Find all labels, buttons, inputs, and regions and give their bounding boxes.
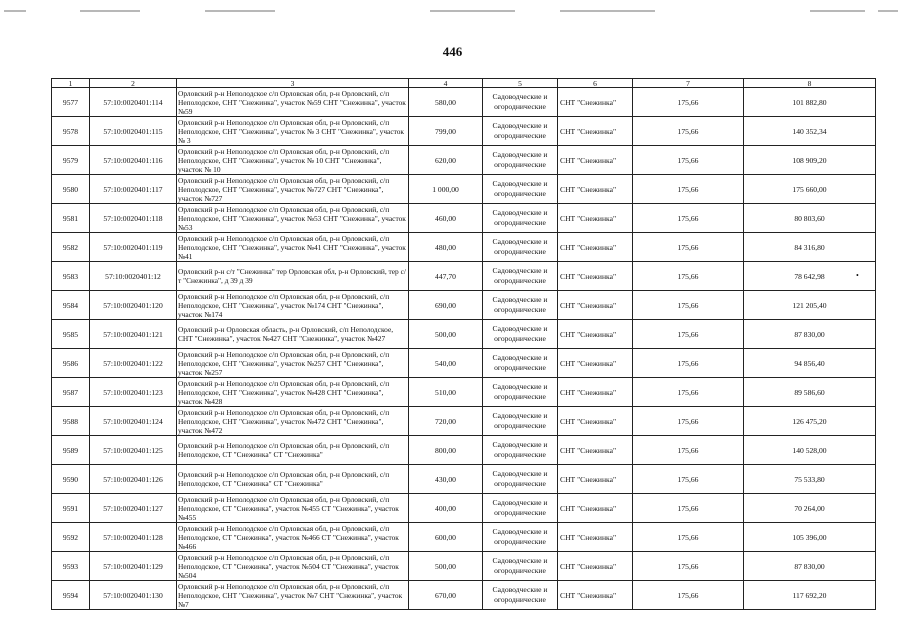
row-number: 9591 [52,494,90,523]
organization-cell: СНТ "Снежинка" [558,465,633,494]
header-row [52,79,876,88]
area-cell: 600,00 [409,523,483,552]
row-number: 9593 [52,552,90,581]
cadastral-number: 57:10:0020401:114 [90,88,177,117]
cadastral-number: 57:10:0020401:120 [90,291,177,320]
land-use-cell: Садоводческие и огороднические [483,407,558,436]
row-number: 9592 [52,523,90,552]
cost-cell: 121 205,40 [744,291,876,320]
address-cell: Орловский р-н Неполодское с/п Орловская обл, р-н Орловский, с/п Неполодское, СТ "Снежинка" СТ "Снежинка" [177,465,409,494]
organization-cell: СНТ "Снежинка" [558,88,633,117]
organization-cell: СНТ "Снежинка" [558,523,633,552]
column-header: 8 [744,79,876,88]
cost-cell: 70 264,00 [744,494,876,523]
area-cell: 799,00 [409,117,483,146]
column-header: 5 [483,79,558,88]
cadastral-number: 57:10:0020401:130 [90,581,177,610]
row-number: 9586 [52,349,90,378]
land-use-cell: Садоводческие и огороднические [483,349,558,378]
land-use-cell: Садоводческие и огороднические [483,117,558,146]
table-row [52,407,876,436]
table-row [52,581,876,610]
table-row [52,146,876,175]
area-cell: 620,00 [409,146,483,175]
address-cell: Орловский р-н Неполодское с/п Орловская обл, р-н Орловский, с/п Неполодское, СНТ "Снежинка", участок № 10 СНТ "Снежинка", участок № 10 [177,146,409,175]
land-use-cell: Садоводческие и огороднические [483,262,558,291]
column-header: 7 [633,79,744,88]
land-use-cell: Садоводческие и огороднические [483,146,558,175]
rate-cell: 175,66 [633,349,744,378]
rate-cell: 175,66 [633,552,744,581]
table-row [52,494,876,523]
address-cell: Орловский р-н Неполодское с/п Орловская обл, р-н Орловский, с/п Неполодское, СНТ "Снежинка", участок №53 СНТ "Снежинка", участок №53 [177,204,409,233]
rate-cell: 175,66 [633,117,744,146]
cost-cell: 117 692,20 [744,581,876,610]
rate-cell: 175,66 [633,175,744,204]
cost-cell: 84 316,80 [744,233,876,262]
row-number: 9590 [52,465,90,494]
land-use-cell: Садоводческие и огороднические [483,581,558,610]
area-cell: 720,00 [409,407,483,436]
rate-cell: 175,66 [633,407,744,436]
land-use-cell: Садоводческие и огороднические [483,204,558,233]
area-cell: 447,70 [409,262,483,291]
area-cell: 460,00 [409,204,483,233]
rate-cell: 175,66 [633,204,744,233]
address-cell: Орловский р-н Неполодское с/п Орловская обл, р-н Орловский, с/п Неполодское, СНТ "Снежинка", участок №59 СНТ "Снежинка", участок №59 [177,88,409,117]
land-use-cell: Садоводческие и огороднические [483,494,558,523]
cadastral-number: 57:10:0020401:125 [90,436,177,465]
row-number: 9589 [52,436,90,465]
column-header: 3 [177,79,409,88]
table-row [52,552,876,581]
table-row [52,465,876,494]
cost-cell: 140 352,34 [744,117,876,146]
column-header: 4 [409,79,483,88]
organization-cell: СНТ "Снежинка" [558,436,633,465]
cadastral-number: 57:10:0020401:117 [90,175,177,204]
land-use-cell: Садоводческие и огороднические [483,436,558,465]
column-header: 2 [90,79,177,88]
rate-cell: 175,66 [633,262,744,291]
rate-cell: 175,66 [633,378,744,407]
address-cell: Орловский р-н Неполодское с/п Орловская обл, р-н Орловский, с/п Неполодское, СТ "Снежинка", участок №466 СТ "Снежинка", участок №466 [177,523,409,552]
address-cell: Орловский р-н Неполодское с/п Орловская обл, р-н Орловский, с/п Неполодское, СНТ "Снежинка", участок №7 СНТ "Снежинка", участок №7 [177,581,409,610]
table-row [52,436,876,465]
cadastral-number: 57:10:0020401:12 [90,262,177,291]
row-number: 9588 [52,407,90,436]
area-cell: 670,00 [409,581,483,610]
organization-cell: СНТ "Снежинка" [558,378,633,407]
organization-cell: СНТ "Снежинка" [558,204,633,233]
organization-cell: СНТ "Снежинка" [558,233,633,262]
cost-cell: 75 533,80 [744,465,876,494]
table-row [52,204,876,233]
cadastral-number: 57:10:0020401:126 [90,465,177,494]
address-cell: Орловский р-н Неполодское с/п Орловская обл, р-н Орловский, с/п Неполодское, СТ "Снежинка", участок №504 СТ "Снежинка", участок №504 [177,552,409,581]
land-use-cell: Садоводческие и огороднические [483,523,558,552]
rate-cell: 175,66 [633,581,744,610]
table-row [52,320,876,349]
cadastral-number: 57:10:0020401:116 [90,146,177,175]
row-number: 9585 [52,320,90,349]
cost-cell: 140 528,00 [744,436,876,465]
table-row [52,523,876,552]
cadastral-number: 57:10:0020401:128 [90,523,177,552]
address-cell: Орловский р-н Неполодское с/п Орловская обл, р-н Орловский, с/п Неполодское, СНТ "Снежинка", участок №257 СНТ "Снежинка", участок №257 [177,349,409,378]
cost-cell: 78 642,98 [744,262,876,291]
table-row [52,262,876,291]
cadastral-number: 57:10:0020401:119 [90,233,177,262]
rate-cell: 175,66 [633,88,744,117]
scan-artifact-strip [0,10,905,22]
organization-cell: СНТ "Снежинка" [558,349,633,378]
area-cell: 400,00 [409,494,483,523]
row-number: 9579 [52,146,90,175]
cost-cell: 87 830,00 [744,552,876,581]
cost-cell: 80 803,60 [744,204,876,233]
area-cell: 430,00 [409,465,483,494]
table-row [52,117,876,146]
address-cell: Орловский р-н Неполодское с/п Орловская обл, р-н Орловский, с/п Неполодское, СНТ "Снежинка", участок №472 СНТ "Снежинка", участок №472 [177,407,409,436]
address-cell: Орловский р-н Орловская область, р-н Орловский, с/п Неполодское, СНТ "Снежинка", участок №427 СНТ "Снежинка", участок №427 [177,320,409,349]
table-row [52,378,876,407]
land-use-cell: Садоводческие и огороднические [483,88,558,117]
cost-cell: 94 856,40 [744,349,876,378]
row-number: 9581 [52,204,90,233]
area-cell: 580,00 [409,88,483,117]
organization-cell: СНТ "Снежинка" [558,117,633,146]
rate-cell: 175,66 [633,320,744,349]
row-number: 9580 [52,175,90,204]
table-row [52,349,876,378]
cost-cell: 89 586,60 [744,378,876,407]
rate-cell: 175,66 [633,523,744,552]
organization-cell: СНТ "Снежинка" [558,407,633,436]
table-row [52,88,876,117]
table-row [52,291,876,320]
land-use-cell: Садоводческие и огороднические [483,291,558,320]
row-number: 9582 [52,233,90,262]
rate-cell: 175,66 [633,233,744,262]
rate-cell: 175,66 [633,291,744,320]
column-header: 6 [558,79,633,88]
area-cell: 540,00 [409,349,483,378]
organization-cell: СНТ "Снежинка" [558,262,633,291]
organization-cell: СНТ "Снежинка" [558,494,633,523]
organization-cell: СНТ "Снежинка" [558,146,633,175]
cost-cell: 105 396,00 [744,523,876,552]
address-cell: Орловский р-н Неполодское с/п Орловская обл, р-н Орловский, с/п Неполодское, СНТ "Снежинка", участок №727 СНТ "Снежинка", участок №727 [177,175,409,204]
land-use-cell: Садоводческие и огороднические [483,175,558,204]
organization-cell: СНТ "Снежинка" [558,552,633,581]
rate-cell: 175,66 [633,494,744,523]
rate-cell: 175,66 [633,465,744,494]
cadastral-number: 57:10:0020401:123 [90,378,177,407]
address-cell: Орловский р-н Неполодское с/п Орловская обл, р-н Орловский, с/п Неполодское, СНТ "Снежинка", участок №41 СНТ "Снежинка", участок №41 [177,233,409,262]
cost-cell: 87 830,00 [744,320,876,349]
row-number: 9577 [52,88,90,117]
area-cell: 510,00 [409,378,483,407]
address-cell: Орловский р-н Неполодское с/п Орловская обл, р-н Орловский, с/п Неполодское, СНТ "Снежинка", участок № 3 СНТ "Снежинка", участок № 3 [177,117,409,146]
area-cell: 1 000,00 [409,175,483,204]
land-use-cell: Садоводческие и огороднические [483,320,558,349]
row-number: 9583 [52,262,90,291]
organization-cell: СНТ "Снежинка" [558,291,633,320]
area-cell: 480,00 [409,233,483,262]
cost-cell: 126 475,20 [744,407,876,436]
cadastral-number: 57:10:0020401:124 [90,407,177,436]
cost-cell: 101 882,80 [744,88,876,117]
land-registry-table [51,78,876,610]
column-header: 1 [52,79,90,88]
stray-mark: • [856,271,859,280]
address-cell: Орловский р-н Неполодское с/п Орловская обл, р-н Орловский, с/п Неполодское, СНТ "Снежинка", участок №174 СНТ "Снежинка", участок №174 [177,291,409,320]
cadastral-number: 57:10:0020401:129 [90,552,177,581]
cadastral-number: 57:10:0020401:127 [90,494,177,523]
row-number: 9587 [52,378,90,407]
cadastral-number: 57:10:0020401:115 [90,117,177,146]
land-use-cell: Садоводческие и огороднические [483,552,558,581]
cadastral-number: 57:10:0020401:121 [90,320,177,349]
land-use-cell: Садоводческие и огороднические [483,465,558,494]
cadastral-number: 57:10:0020401:118 [90,204,177,233]
row-number: 9584 [52,291,90,320]
organization-cell: СНТ "Снежинка" [558,175,633,204]
page-number: 446 [442,44,463,59]
organization-cell: СНТ "Снежинка" [558,581,633,610]
rate-cell: 175,66 [633,436,744,465]
cost-cell: 175 660,00 [744,175,876,204]
address-cell: Орловский р-н Неполодское с/п Орловская обл, р-н Орловский, с/п Неполодское, СТ "Снежинка", участок №455 СТ "Снежинка", участок №455 [177,494,409,523]
cost-cell: 108 909,20 [744,146,876,175]
table-row [52,233,876,262]
area-cell: 690,00 [409,291,483,320]
table-row [52,175,876,204]
area-cell: 500,00 [409,552,483,581]
organization-cell: СНТ "Снежинка" [558,320,633,349]
land-use-cell: Садоводческие и огороднические [483,378,558,407]
area-cell: 500,00 [409,320,483,349]
land-use-cell: Садоводческие и огороднические [483,233,558,262]
row-number: 9578 [52,117,90,146]
address-cell: Орловский р-н Неполодское с/п Орловская обл, р-н Орловский, с/п Неполодское, СНТ "Снежинка", участок №428 СНТ "Снежинка", участок №428 [177,378,409,407]
address-cell: Орловский р-н Неполодское с/п Орловская обл, р-н Орловский, с/п Неполодское, СТ "Снежинка" СТ "Снежинка" [177,436,409,465]
row-number: 9594 [52,581,90,610]
address-cell: Орловский р-н с/т "Снежинка" тер Орловская обл, р-н Орловский, тер с/т "Снежинка", д 39 д 39 [177,262,409,291]
rate-cell: 175,66 [633,146,744,175]
area-cell: 800,00 [409,436,483,465]
cadastral-number: 57:10:0020401:122 [90,349,177,378]
